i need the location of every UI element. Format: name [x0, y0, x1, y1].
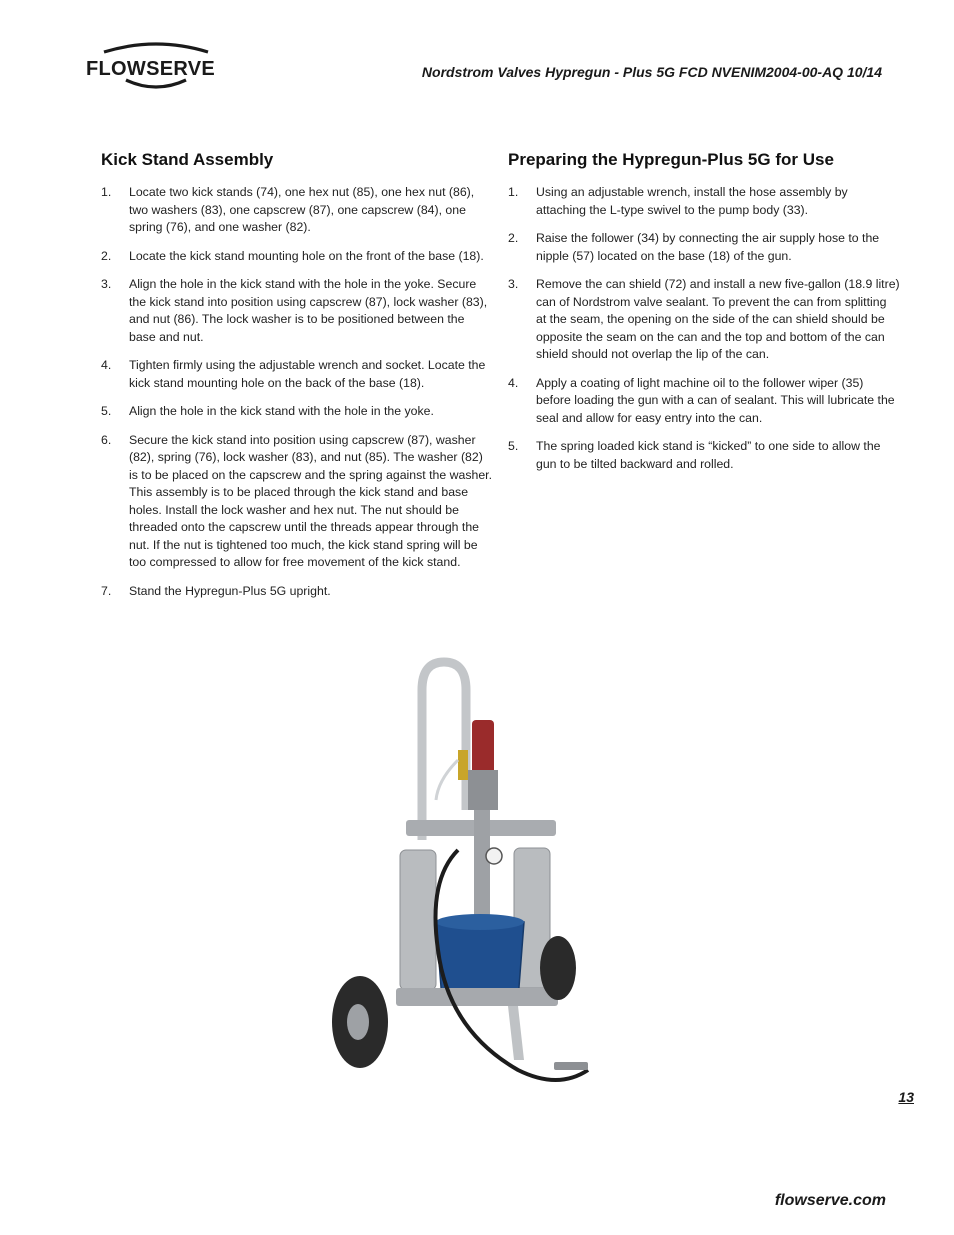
section-heading: Preparing the Hypregun-Plus 5G for Use: [508, 150, 834, 169]
step-item: 5. The spring loaded kick stand is “kicked” to one side to allow the gun to be tilted backward and rolled.: [508, 439, 881, 471]
flowserve-logo: [86, 38, 226, 94]
step-list: [101, 184, 493, 600]
step-item: 1. Locate two kick stands (74), one hex nut (85), one hex nut (86), two washers (83), one capscrew (87), one capscrew (84), one spring (76), and one washer (82).: [101, 185, 475, 234]
step-item: 4. Apply a coating of light machine oil to the follower wiper (35) before loading the gun with a can of sealant. This will lubricate the seal and allow for easy entry into the can.: [508, 375, 895, 425]
page-number: 13: [898, 1089, 914, 1105]
left-column: [400, 850, 436, 990]
step-item: 5. Align the hole in the kick stand with the hole in the yoke.: [101, 404, 434, 418]
step-item: 7. Stand the Hypregun-Plus 5G upright.: [101, 583, 331, 598]
step-item: 4. Tighten firmly using the adjustable wrench and socket. Locate the kick stand mounting hole on the back of the base (18).: [101, 358, 486, 390]
preparing-section: [508, 150, 900, 484]
footer-url[interactable]: flowserve.com: [774, 1192, 886, 1209]
step-item: 2. Raise the follower (34) by connecting the air supply hose to the nipple (57) located on the base (18) of the gun.: [508, 231, 880, 263]
kick-stand-assembly-section: [101, 150, 493, 611]
step-item: 1. Using an adjustable wrench, install the hose assembly by attaching the L-type swivel to the pump body (33).: [508, 185, 848, 217]
step-item: 2. Locate the kick stand mounting hole on the front of the base (18).: [101, 248, 484, 263]
logo-text: FLOWSERVE: [86, 58, 216, 80]
right-wheel: [540, 936, 576, 1000]
step-item: 3. Align the hole in the kick stand with the hole in the yoke. Secure the kick stand into position using capscrew (87), lock washer (83), and nut (86). The lock washer is to be positioned between the base and nut.: [101, 277, 488, 344]
base-plate: [396, 988, 558, 1006]
step-item: 3. Remove the can shield (72) and install a new five-gallon (18.9 litre) can of Nordstrom valve sealant. To prevent the can from splitting at the seam, the opening on the side of the can shield should be opposite the seam on the can and the top and bottom of the can shield should not overlap the lip of the can.: [508, 277, 900, 361]
step-item: 6. Secure the kick stand into position using capscrew (87), washer (82), spring (76), lock washer (83), and nut (85). The washer (82) is to be placed on the capscrew and the spring against the washer. This assembly is to be placed through the kick stand and base holes. Install the lock washer and hex nut. The nut should be threaded onto the capscrew until the threads appear through the nut. If the nut is tightened too much, the kick stand spring will be too compressed to allow for free movement of the kick stand.: [101, 432, 492, 569]
step-list: [508, 184, 900, 473]
kick-stand: [508, 1006, 524, 1060]
section-heading: Kick Stand Assembly: [101, 150, 274, 169]
pressure-gauge: [486, 848, 502, 864]
document-header: Nordstrom Valves Hypregun - Plus 5G FCD NVENIM2004-00-AQ 10/14: [421, 64, 882, 80]
hypregun-photo: [318, 650, 618, 1100]
